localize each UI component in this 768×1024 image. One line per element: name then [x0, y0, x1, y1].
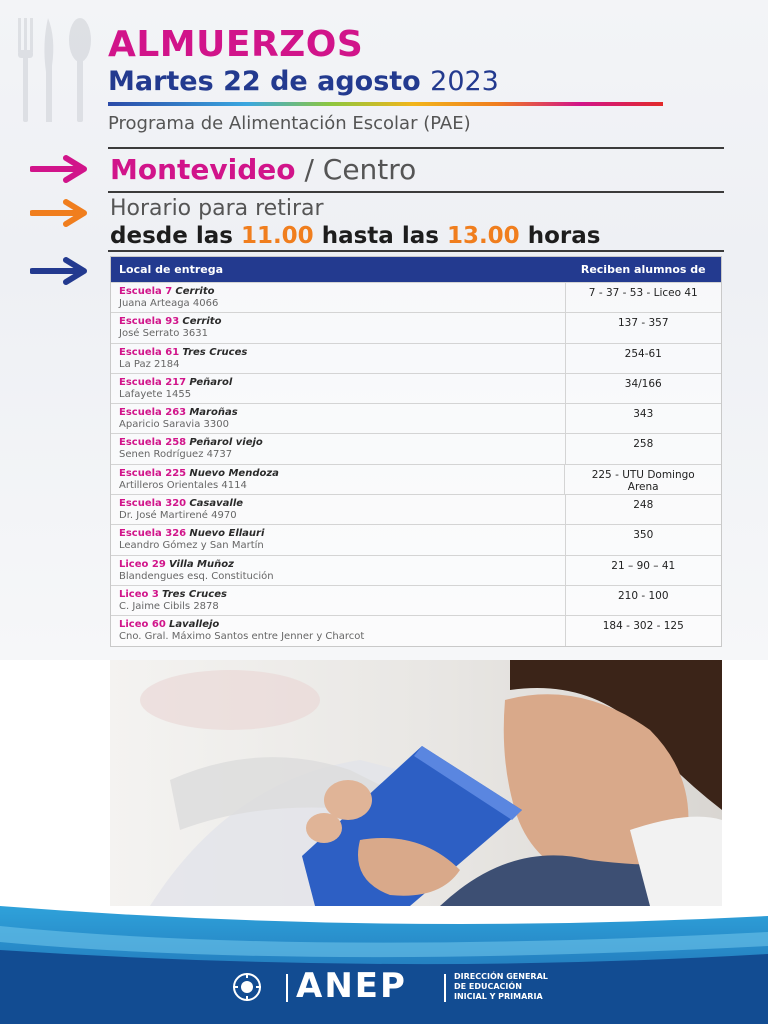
brand-name: ANEP — [296, 966, 407, 1006]
hours-heading: Horario para retirar — [110, 196, 324, 221]
neighborhood: Tres Cruces — [182, 346, 248, 358]
address: Leandro Gómez y San Martín — [119, 540, 264, 552]
location-cell — [111, 586, 566, 615]
location-separator: / — [304, 153, 314, 186]
receives-cell: 7 - 37 - 53 - Liceo 41 — [588, 287, 698, 299]
table-row — [111, 282, 721, 312]
location-cell — [111, 344, 566, 373]
year-text: 2023 — [430, 66, 499, 97]
zone-name: Centro — [322, 153, 417, 186]
receives-cell: 248 — [633, 499, 654, 512]
school-id: Escuela 7 — [119, 286, 173, 297]
divider-line — [108, 147, 724, 149]
table-row — [111, 312, 721, 342]
neighborhood: Tres Cruces — [162, 588, 227, 600]
column-header-location: Local de entrega — [119, 263, 224, 276]
neighborhood: Peñarol viejo — [189, 437, 263, 449]
table-row — [111, 555, 721, 585]
neighborhood: Maroñas — [189, 407, 238, 419]
receives-cell: 34/166 — [624, 377, 662, 390]
date-text: Martes 22 de agosto — [108, 66, 421, 97]
location-cell — [111, 313, 566, 342]
address: José Serrato 3631 — [119, 328, 208, 340]
location-cell — [111, 434, 566, 463]
column-header-receives: Reciben alumnos de — [580, 263, 706, 276]
address: C. Jaime Cibils 2878 — [119, 600, 219, 612]
receives-cell: 225 - UTU Domingo Arena — [591, 468, 695, 493]
address: Cno. Gral. Máximo Santos entre Jenner y Charcot — [119, 631, 365, 643]
address: Lafayete 1455 — [119, 388, 192, 400]
address: La Paz 2184 — [119, 358, 180, 370]
neighborhood: Casavalle — [189, 498, 244, 510]
location-cell — [111, 495, 566, 524]
neighborhood: Lavallejo — [168, 619, 220, 631]
city-name: Montevideo — [110, 153, 296, 186]
receives-cell: 343 — [633, 408, 654, 421]
anep-logo-icon — [232, 972, 262, 1002]
receives-cell: 350 — [633, 529, 654, 542]
address: Juana Arteaga 4066 — [119, 298, 219, 309]
table-row — [111, 433, 721, 463]
receives-cell: 184 - 302 - 125 — [602, 620, 684, 633]
address: Aparicio Saravia 3300 — [119, 419, 229, 431]
navy-arrow-icon — [30, 256, 90, 286]
school-id: Escuela 258 — [119, 437, 187, 449]
school-id: Escuela 93 — [119, 316, 180, 328]
address: Blandengues esq. Constitución — [119, 570, 274, 582]
school-id: Escuela 320 — [119, 498, 187, 510]
location-cell — [111, 616, 566, 645]
neighborhood: Nuevo Mendoza — [189, 467, 279, 479]
rainbow-divider — [108, 102, 663, 106]
location-cell — [111, 525, 566, 554]
table-row — [111, 403, 721, 433]
table-row — [111, 585, 721, 615]
table-row — [111, 343, 721, 373]
brand-subtitle-line: INICIAL Y PRIMARIA — [454, 992, 543, 1001]
location-cell — [111, 556, 566, 585]
hours-prefix: desde las — [110, 223, 233, 249]
address: Dr. José Martirené 4970 — [119, 510, 237, 522]
table-body — [111, 282, 721, 646]
magenta-arrow-icon — [30, 154, 90, 184]
pickup-hours — [110, 196, 730, 250]
neighborhood: Nuevo Ellauri — [189, 528, 265, 540]
divider-line — [108, 250, 724, 252]
logo-divider — [444, 974, 446, 1002]
hours-suffix: horas — [527, 223, 601, 249]
receives-cell: 210 - 100 — [617, 589, 669, 602]
table-row — [111, 494, 721, 524]
brand-subtitle-line: DE EDUCACIÓN — [454, 982, 522, 991]
receives-cell: 258 — [633, 438, 654, 451]
school-id: Escuela 217 — [119, 376, 187, 388]
receives-cell: 137 - 357 — [617, 317, 669, 330]
school-id: Liceo 3 — [119, 588, 159, 600]
title-block — [108, 26, 668, 136]
child-drinking-photo — [110, 660, 722, 906]
address: Artilleros Orientales 4114 — [119, 479, 247, 491]
location — [110, 152, 416, 188]
cutlery-icon — [14, 14, 98, 126]
school-id: Escuela 61 — [119, 346, 180, 358]
location-cell — [111, 465, 565, 494]
logo-divider — [286, 974, 288, 1002]
date-line — [108, 66, 668, 98]
neighborhood: Villa Muñoz — [168, 558, 234, 570]
table-row — [111, 464, 721, 494]
school-id: Escuela 326 — [119, 528, 187, 540]
brand-subtitle — [454, 972, 594, 1002]
location-cell — [111, 404, 566, 433]
school-id: Escuela 225 — [119, 467, 187, 479]
program-name: Programa de Alimentación Escolar (PAE) — [108, 113, 471, 134]
hours-range — [110, 222, 730, 250]
neighborhood: Cerrito — [175, 286, 215, 297]
neighborhood: Peñarol — [189, 376, 233, 388]
footer-banner — [0, 906, 768, 1024]
table-row — [111, 615, 721, 645]
school-id: Liceo 29 — [119, 558, 166, 570]
divider-line — [108, 191, 724, 193]
table-row — [111, 524, 721, 554]
page-title: ALMUERZOS — [108, 24, 364, 65]
hours-middle: hasta las — [321, 223, 439, 249]
location-cell — [111, 374, 566, 403]
table-header — [111, 257, 721, 282]
orange-arrow-icon — [30, 198, 90, 228]
location-cell — [111, 283, 566, 312]
neighborhood: Cerrito — [182, 316, 222, 328]
delivery-table — [110, 256, 722, 647]
table-row — [111, 373, 721, 403]
school-id: Escuela 263 — [119, 407, 187, 419]
receives-cell: 254-61 — [624, 347, 662, 360]
end-time: 13.00 — [446, 223, 520, 249]
address: Senen Rodríguez 4737 — [119, 449, 233, 461]
receives-cell: 21 – 90 – 41 — [611, 559, 676, 572]
start-time: 11.00 — [240, 223, 314, 249]
school-id: Liceo 60 — [119, 619, 166, 631]
brand-subtitle-line: DIRECCIÓN GENERAL — [454, 972, 548, 981]
